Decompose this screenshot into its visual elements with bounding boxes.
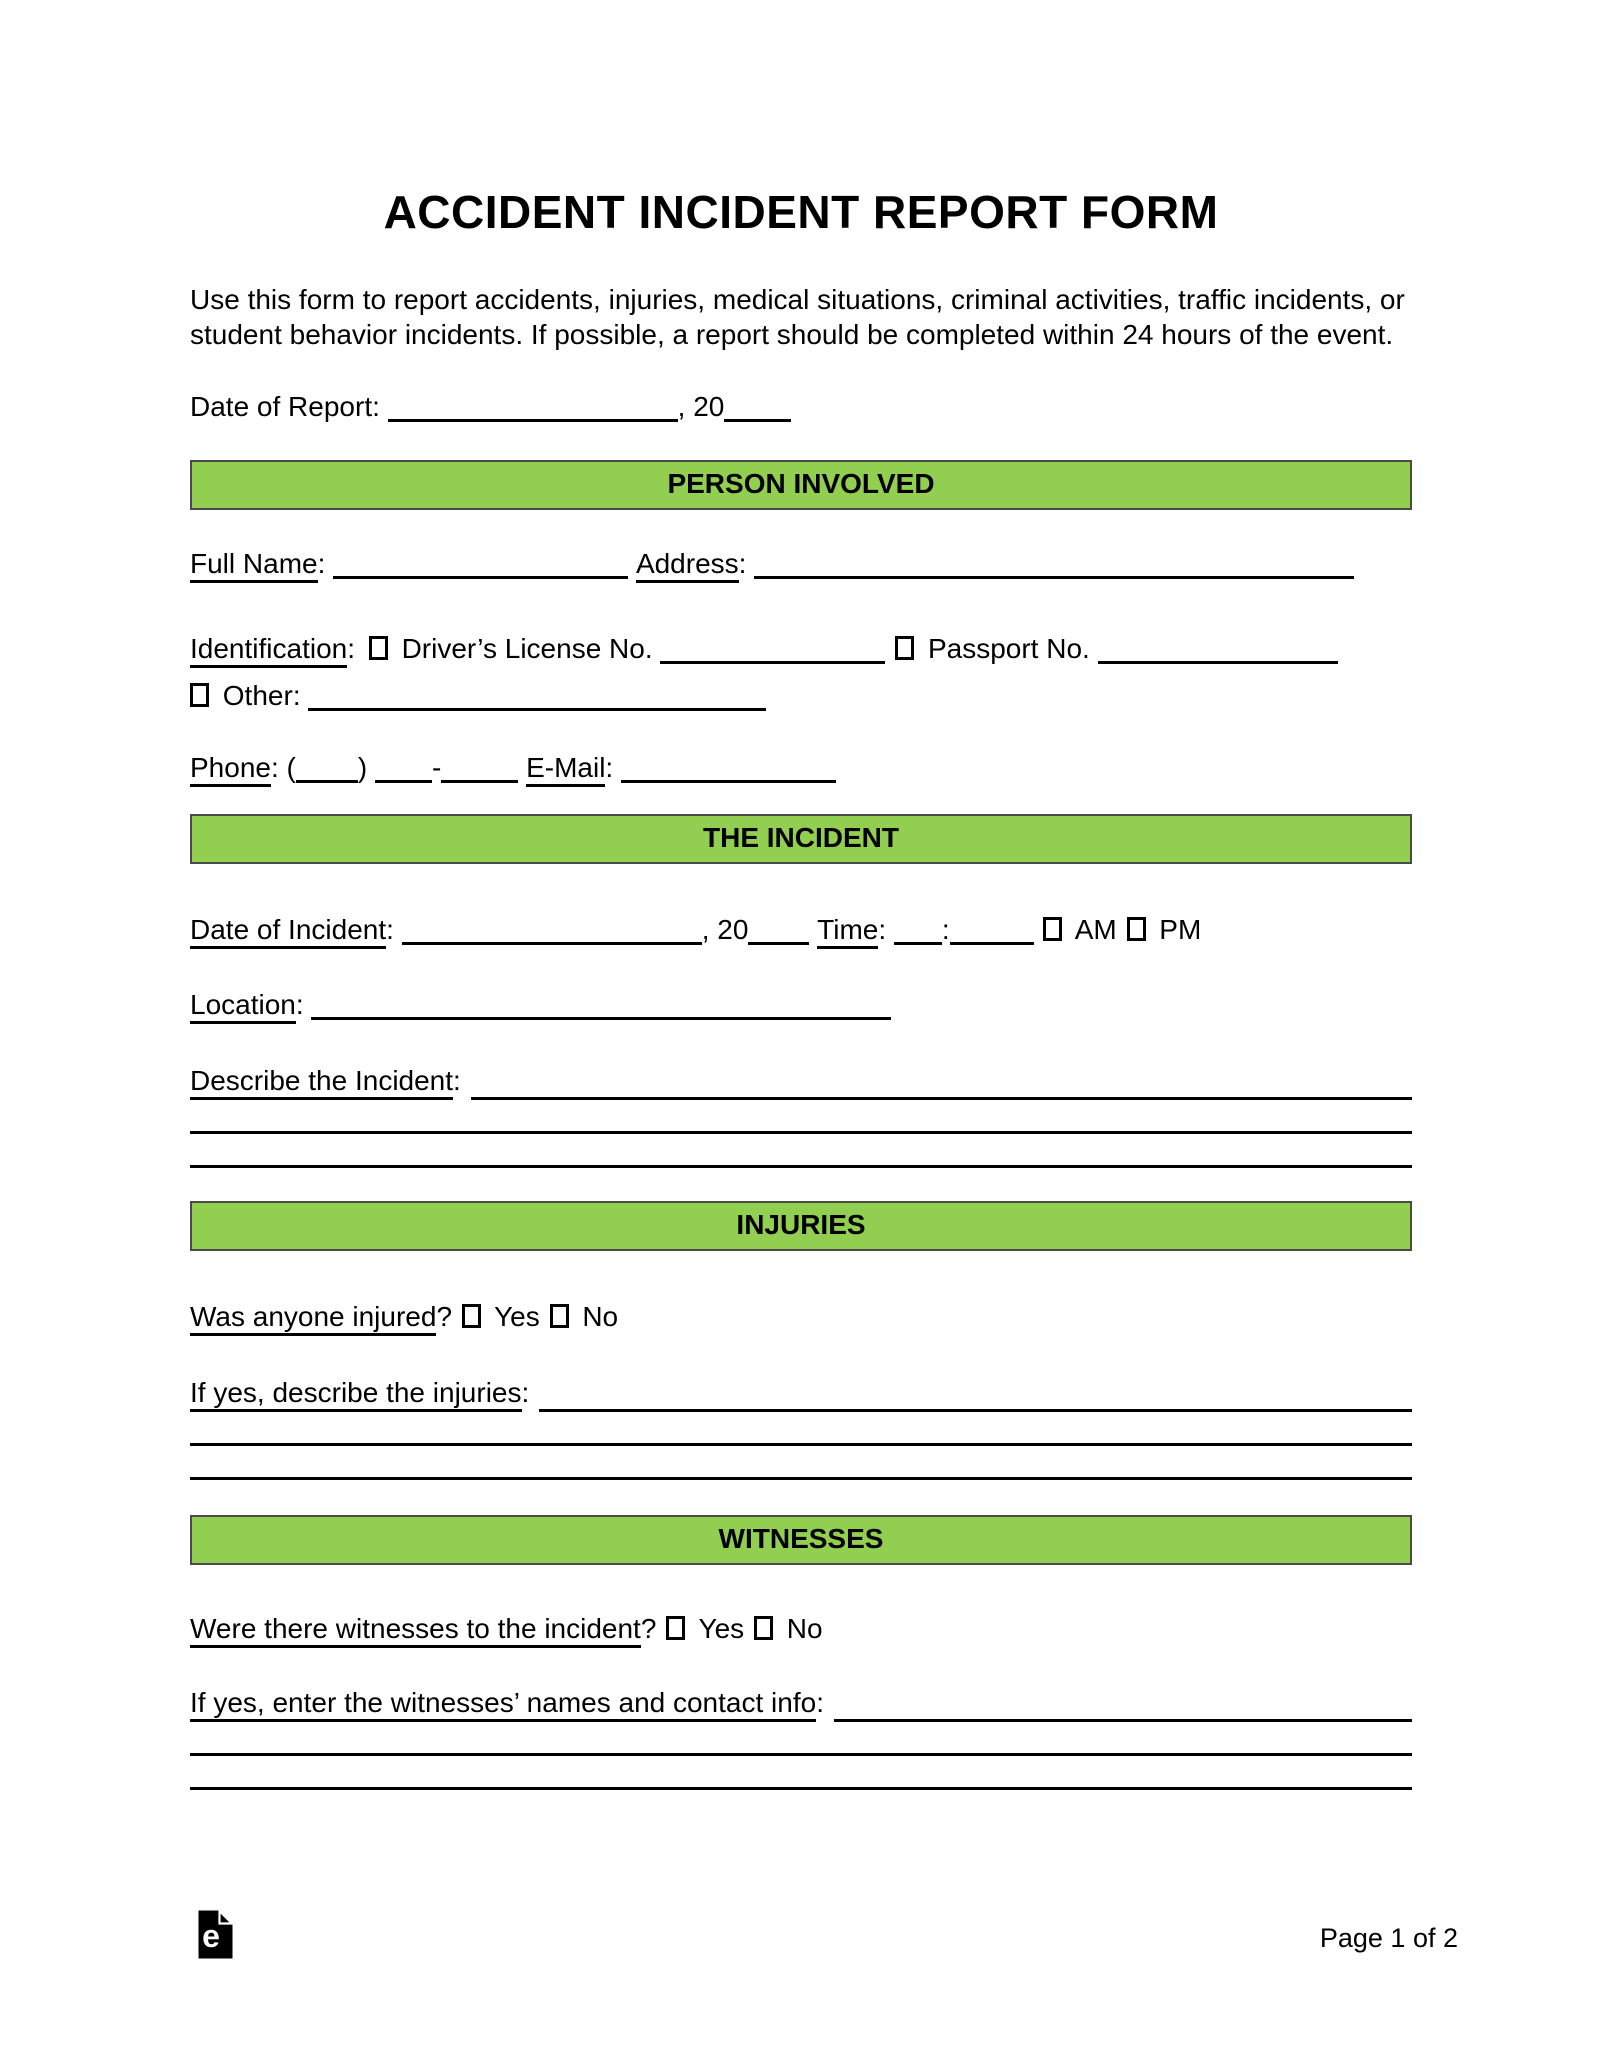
drivers-license-label: Driver’s License No. (401, 633, 653, 664)
location-row (190, 988, 1412, 1024)
witnesses-info-writing-line[interactable] (190, 1722, 1412, 1756)
page-footer (190, 1909, 1458, 1960)
incident-year-prefix: , 20 (701, 914, 749, 945)
witnesses-question-label: Were there witnesses to the incident (190, 1614, 641, 1648)
anyone-injured-question-mark: ? (436, 1301, 453, 1332)
time-hour-blank[interactable] (894, 913, 942, 945)
incident-year-blank[interactable] (748, 913, 809, 945)
passport-number-blank[interactable] (1098, 632, 1338, 664)
identification-label: Identification (190, 634, 347, 668)
other-label: Other (222, 680, 293, 711)
section-header-person-involved: PERSON INVOLVED (190, 460, 1412, 510)
time-label: Time (817, 915, 878, 949)
describe-incident-colon: : (453, 1065, 461, 1096)
phone-area-code-blank[interactable] (296, 751, 358, 783)
witnesses-info-label: If yes, enter the witnesses’ names and contact info (190, 1688, 816, 1722)
am-checkbox[interactable] (1043, 917, 1062, 941)
injured-yes-checkbox[interactable] (462, 1304, 481, 1328)
witnesses-info-colon: : (816, 1687, 824, 1718)
email-blank[interactable] (621, 751, 836, 783)
drivers-license-checkbox[interactable] (369, 636, 388, 660)
full-name-colon: : (317, 548, 326, 579)
section-header-witnesses: WITNESSES (190, 1515, 1412, 1565)
date-of-incident-colon: : (386, 914, 394, 945)
other-checkbox[interactable] (190, 683, 209, 707)
phone-prefix-blank[interactable] (375, 751, 432, 783)
full-name-address-row (190, 547, 1412, 583)
time-colon: : (878, 914, 887, 945)
page-title: ACCIDENT INCIDENT REPORT FORM (383, 186, 1219, 238)
section-header-the-incident: THE INCIDENT (190, 814, 1412, 864)
location-colon: : (295, 989, 304, 1020)
pm-label: PM (1159, 914, 1202, 945)
address-blank[interactable] (754, 547, 1354, 579)
am-label: AM (1074, 914, 1117, 945)
date-of-report-blank[interactable] (388, 390, 678, 422)
phone-hyphen: - (431, 752, 442, 783)
describe-injuries-writing-line[interactable] (190, 1412, 1412, 1446)
phone-line-blank[interactable] (441, 751, 518, 783)
drivers-license-number-blank[interactable] (660, 632, 885, 664)
witnesses-yes-checkbox[interactable] (666, 1616, 685, 1640)
date-of-report-label: Date of Report: (190, 391, 380, 422)
eforms-logo-icon (197, 1909, 234, 1960)
describe-incident-row (190, 1064, 1412, 1100)
witnesses-info-writing-line[interactable] (190, 1756, 1412, 1790)
identification-row (190, 632, 1412, 668)
witnesses-yes-label: Yes (698, 1613, 745, 1644)
address-colon: : (738, 548, 747, 579)
date-of-incident-blank[interactable] (402, 913, 702, 945)
describe-injuries-label: If yes, describe the injuries (190, 1378, 522, 1412)
witnesses-no-checkbox[interactable] (754, 1616, 773, 1640)
describe-incident-writing-line[interactable] (190, 1134, 1412, 1168)
date-of-report-row (190, 390, 1412, 424)
email-label: E-Mail (526, 753, 605, 787)
describe-incident-writing-line[interactable] (190, 1100, 1412, 1134)
intro-paragraph: Use this form to report accidents, injuries, medical situations, criminal activities, traffic incidents, or student behavior incidents. If possible, a report should be completed within 24 hours of the event. (190, 284, 1405, 350)
logo-letter: e (202, 1918, 220, 1954)
phone-label: Phone (190, 753, 271, 787)
other-colon: : (292, 680, 301, 711)
describe-injuries-colon: : (521, 1377, 530, 1408)
phone-colon: : (270, 752, 279, 783)
section-header-injuries: INJURIES (190, 1201, 1412, 1251)
location-blank[interactable] (311, 988, 891, 1020)
full-name-blank[interactable] (333, 547, 628, 579)
injured-yes-label: Yes (494, 1301, 540, 1332)
witnesses-no-label: No (786, 1613, 823, 1644)
date-of-incident-label: Date of Incident (190, 915, 386, 949)
describe-injuries-row (190, 1376, 1412, 1412)
describe-incident-label: Describe the Incident (190, 1066, 453, 1100)
date-of-report-year-blank[interactable] (724, 390, 791, 422)
describe-injuries-writing-line[interactable] (190, 1446, 1412, 1480)
anyone-injured-label: Was anyone injured (190, 1302, 436, 1336)
anyone-injured-row (190, 1300, 1412, 1336)
injured-no-label: No (582, 1301, 619, 1332)
passport-label: Passport No. (927, 633, 1090, 664)
time-minute-blank[interactable] (950, 913, 1034, 945)
incident-date-time-row (190, 913, 1412, 949)
year-prefix: , 20 (677, 391, 725, 422)
describe-incident-blank[interactable] (471, 1067, 1412, 1100)
phone-close-paren: ) (357, 752, 368, 783)
location-label: Location (190, 990, 296, 1024)
witnesses-info-row (190, 1686, 1412, 1722)
page-number-label: Page 1 of 2 (1319, 1923, 1458, 1953)
witnesses-info-blank[interactable] (834, 1689, 1412, 1722)
witnesses-question-row (190, 1612, 1412, 1648)
phone-email-row (190, 751, 1412, 787)
witnesses-question-mark: ? (640, 1613, 657, 1644)
address-label: Address (636, 549, 739, 583)
time-separator: : (941, 914, 950, 945)
injured-no-checkbox[interactable] (550, 1304, 569, 1328)
describe-injuries-blank[interactable] (539, 1379, 1412, 1412)
identification-colon: : (347, 633, 355, 664)
identification-other-row (190, 679, 1412, 713)
phone-open-paren: ( (286, 752, 296, 783)
other-blank[interactable] (308, 679, 766, 711)
pm-checkbox[interactable] (1127, 917, 1146, 941)
full-name-label: Full Name (190, 549, 318, 583)
email-colon: : (605, 752, 614, 783)
passport-checkbox[interactable] (895, 636, 914, 660)
